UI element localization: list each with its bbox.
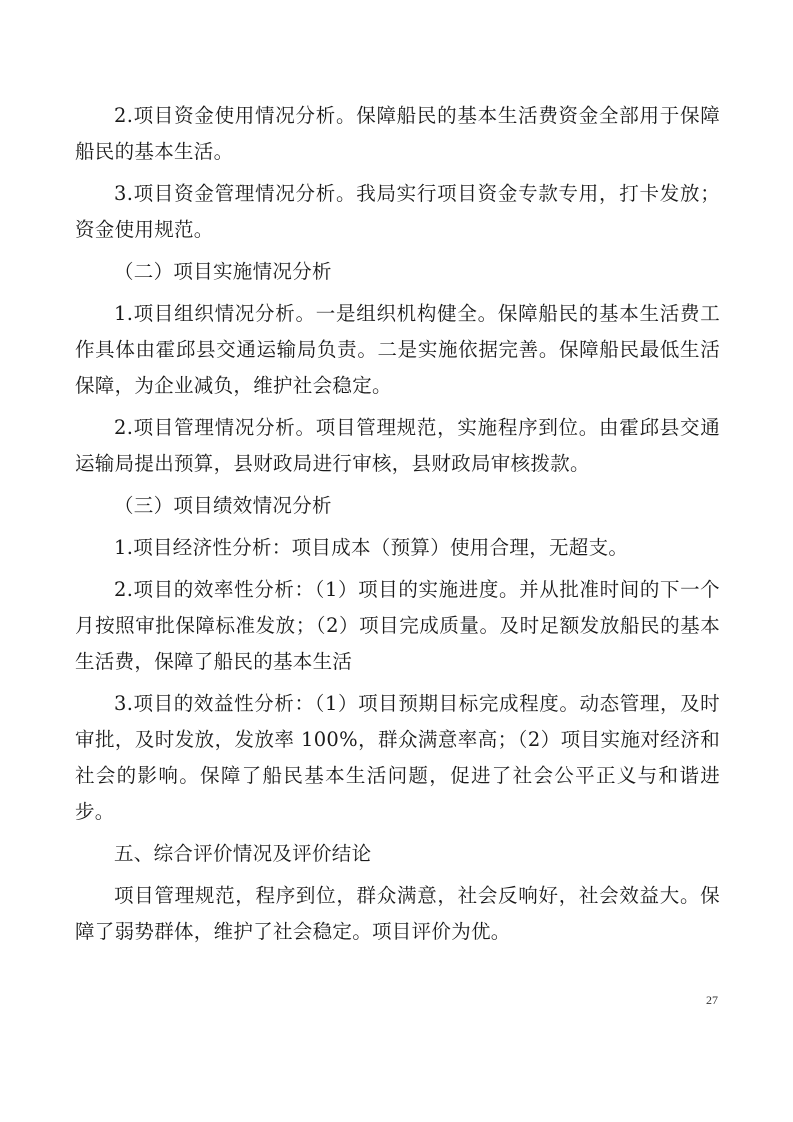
paragraph-project-management: 2.项目管理情况分析。项目管理规范，实施程序到位。由霍邱县交通运输局提出预算，县财政局进行审核，县财政局审核拨款。 <box>75 416 720 475</box>
section-heading-implementation: （二）项目实施情况分析 <box>114 260 332 283</box>
paragraph-fund-management: 3.项目资金管理情况分析。我局实行项目资金专款专用，打卡发放；资金使用规范。 <box>75 182 720 241</box>
page-number: 27 <box>706 993 718 1007</box>
section-heading-performance: （三）项目绩效情况分析 <box>114 494 332 517</box>
paragraph-economy: 1.项目经济性分析：项目成本（预算）使用合理，无超支。 <box>114 536 629 559</box>
section-heading-conclusion: 五、综合评价情况及评价结论 <box>114 842 372 865</box>
paragraph-conclusion: 项目管理规范，程序到位，群众满意，社会反响好，社会效益大。保障了弱势群体，维护了社会稳定。项目评价为优。 <box>75 884 720 943</box>
paragraph-efficiency: 2.项目的效率性分析：（1）项目的实施进度。并从批准时间的下一个月按照审批保障标准发放；（2）项目完成质量。及时足额发放船民的基本生活费，保障了船民的基本生活 <box>75 578 720 673</box>
paragraph-fund-usage: 2.项目资金使用情况分析。保障船民的基本生活费资金全部用于保障船民的基本生活。 <box>75 104 720 163</box>
paragraph-organization: 1.项目组织情况分析。一是组织机构健全。保障船民的基本生活费工作具体由霍邱县交通运输局负责。二是实施依据完善。保障船民最低生活保障，为企业减负，维护社会稳定。 <box>75 302 720 397</box>
document-body <box>75 98 720 956</box>
paragraph-effectiveness: 3.项目的效益性分析：（1）项目预期目标完成程度。动态管理，及时审批，及时发放，发放率 100%，群众满意率高；（2）项目实施对经济和社会的影响。保障了船民基本生活问题，促进了社会公平正义与和谐进步。 <box>75 692 720 823</box>
